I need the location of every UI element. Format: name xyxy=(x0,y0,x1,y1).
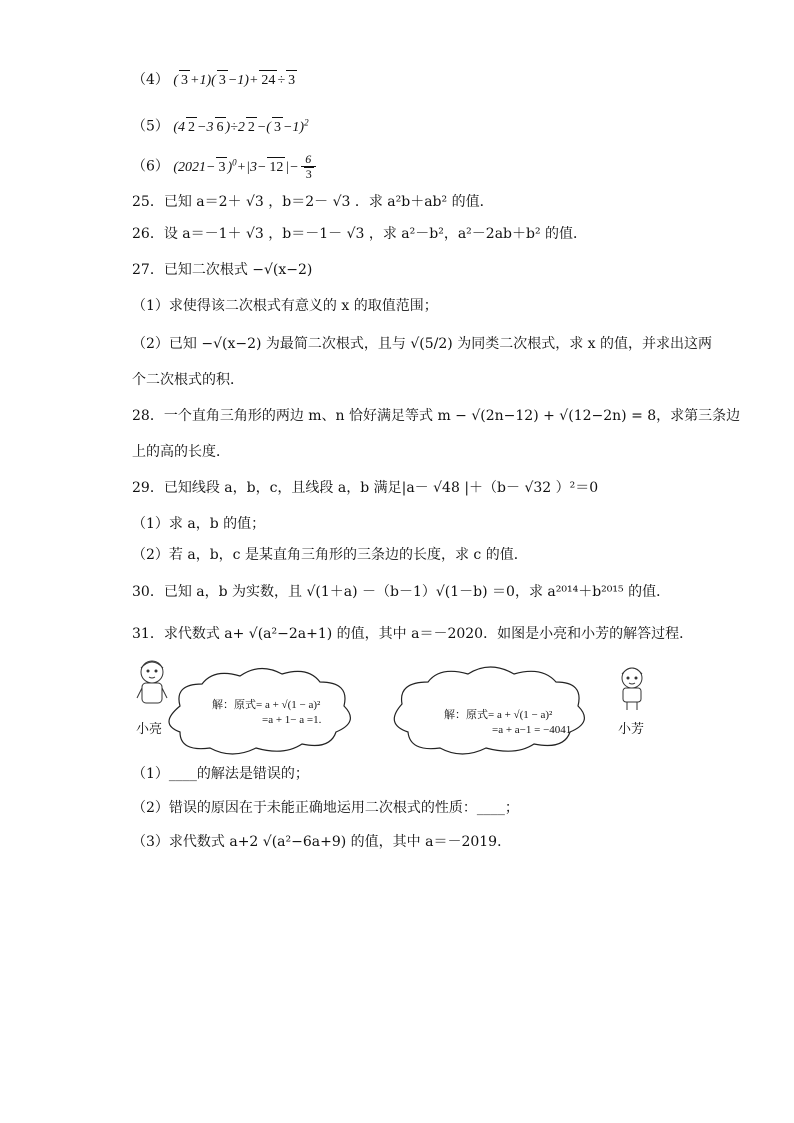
question-29-part-2: （2）若 a，b，c 是某直角三角形的三条边的长度，求 c 的值． xyxy=(132,547,528,563)
question-27-part-2: （2）已知 −√(x−2) 为最简二次根式，且与 √(5/2) 为同类二次根式，求 x 的值，并求出这两 xyxy=(132,336,712,352)
question-26: 26．设 a＝－1＋ √3 ，b＝－1－ √3 ，求 a²－b²，a²－2ab＋b² 的值． xyxy=(132,226,588,242)
right-solution-line-2: =a + a−1 = −4041 xyxy=(492,724,572,736)
problem-5-expression: (4 2 −3 6 )÷2 2 −( 3 −1)$^2$ xyxy=(173,120,308,135)
problem-6-label: （6） xyxy=(132,158,169,175)
problem-5-label: （5） xyxy=(132,118,169,135)
question-31-part-2: （2）错误的原因在于未能正确地运用二次根式的性质：____； xyxy=(132,800,519,816)
left-solution-line-1: 解：原式= a + √(1 − a)² xyxy=(212,699,321,711)
question-31-part-1: （1）____的解法是错误的； xyxy=(132,766,309,782)
girl-right-icon xyxy=(622,668,642,710)
question-25: 25．已知 a＝2＋ √3 ，b＝2－ √3 ．求 a²b＋ab² 的值． xyxy=(132,194,494,210)
question-31: 31．求代数式 a+ √(a²−2a+1) 的值，其中 a＝－2020．如图是小亮和小芳的解答过程． xyxy=(132,626,694,642)
problem-4 xyxy=(132,70,297,91)
problem-4-expression: ( 3 +1)( 3 −1)+ 24 ÷ 3 xyxy=(173,73,297,88)
solution-figure xyxy=(132,656,662,756)
left-solution-line-2: =a + 1− a =1. xyxy=(262,714,322,726)
boy-left-icon xyxy=(137,661,167,703)
question-29: 29．已知线段 a，b，c，且线段 a，b 满足|a－ √48 |＋（b－ √32 ）²＝0 xyxy=(132,480,599,496)
left-student-name: 小亮 xyxy=(136,722,163,737)
question-29-part-1: （1）求 a，b 的值； xyxy=(132,516,266,532)
question-28: 28．一个直角三角形的两边 m、n 恰好满足等式 m − √(2n−12) + √(12−2n) = 8，求第三条边 xyxy=(132,408,741,424)
question-30: 30．已知 a，b 为实数，且 √(1＋a) －（b－1）√(1－b) ＝0，求 a²⁰¹⁴＋b²⁰¹⁵ 的值． xyxy=(132,584,671,600)
problem-6-expression: (2021− 3 )$^0$+|3− 12 |− $\frac{6}{3}$ xyxy=(173,160,317,175)
right-student-name: 小芳 xyxy=(618,722,645,737)
problem-5 xyxy=(132,112,309,138)
question-31-part-3: （3）求代数式 a+2 √(a²−6a+9) 的值，其中 a＝－2019． xyxy=(132,834,512,850)
problem-4-label: （4） xyxy=(132,72,169,88)
question-27-part-1: （1）求使得该二次根式有意义的 x 的取值范围； xyxy=(132,298,438,314)
problem-6 xyxy=(132,152,318,181)
right-solution-line-1: 解：原式= a + √(1 − a)² xyxy=(444,709,553,721)
question-28-cont: 上的高的长度． xyxy=(132,444,230,460)
question-27-part-2-cont: 个二次根式的积． xyxy=(132,372,244,388)
question-27: 27．已知二次根式 −√(x−2) xyxy=(132,262,313,278)
